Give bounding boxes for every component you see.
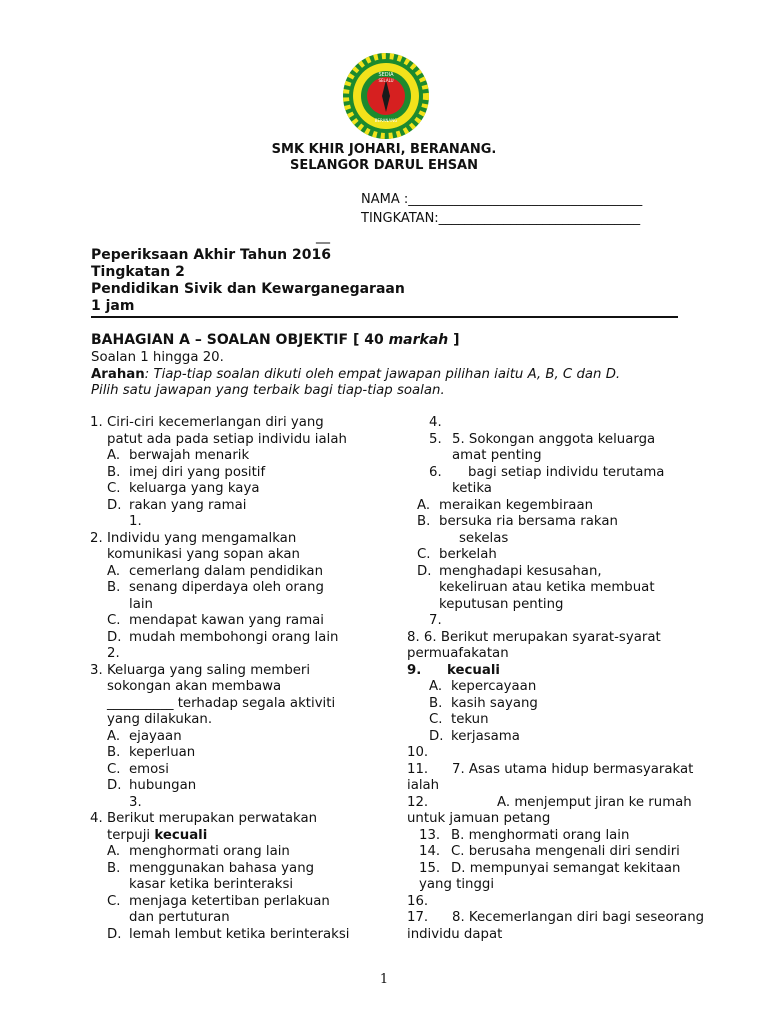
question-line: amat penting <box>452 448 542 463</box>
answer-option-cont: lain <box>129 596 153 612</box>
answer-option: 13. B. menghormati orang lain <box>419 827 630 843</box>
exam-title: Peperiksaan Akhir Tahun 2016 <box>91 247 331 263</box>
list-number: 1. <box>129 514 142 529</box>
list-number: 10. <box>407 745 429 760</box>
question-line: ialah <box>407 778 440 793</box>
logo-text-mid: SELALU <box>378 78 394 83</box>
question-line: komunikasi yang sopan akan <box>107 547 300 562</box>
answer-option: D. rakan yang ramai <box>107 497 247 513</box>
school-logo <box>342 52 430 140</box>
question-line: terpuji kecuali <box>107 827 208 843</box>
section-instruction: Arahan: Tiap-tiap soalan dikuti oleh empat jawapan pilihan iaitu A, B, C dan D. <box>91 367 621 382</box>
answer-option: A. meraikan kegembiraan <box>417 497 594 513</box>
answer-option: 12. A. menjemput jiran ke rumah <box>407 794 692 810</box>
question-line: 8. 6. Berikut merupakan syarat-syarat <box>407 629 661 645</box>
list-number: 7. <box>429 613 442 628</box>
list-number: 2. <box>107 646 120 661</box>
page-number: 1 <box>379 972 389 987</box>
question-line: 9. kecuali <box>407 662 500 678</box>
answer-option: C. keluarga yang kaya <box>107 481 260 496</box>
answer-option: D. lemah lembut ketika berinteraksi <box>107 926 350 942</box>
answer-option: C. emosi <box>107 761 169 777</box>
answer-option: A. menghormati orang lain <box>107 844 290 859</box>
answer-option: C. tekun <box>429 712 489 727</box>
answer-option: D. hubungan <box>107 778 197 793</box>
question-line: 6. bagi setiap individu terutama <box>429 464 665 480</box>
list-number: 4. <box>429 415 442 430</box>
answer-option: B. kasih sayang <box>429 695 538 711</box>
answer-option: B. keperluan <box>107 745 196 760</box>
answer-option-cont: kekeliruan atau ketika membuat <box>439 580 655 595</box>
answer-option: C. mendapat kawan yang ramai <box>107 613 324 628</box>
question-line: yang dilakukan. <box>107 712 213 727</box>
logo-text-top: SEDIA <box>378 72 394 78</box>
list-number: 16. <box>407 893 429 909</box>
school-name: SMK KHIR JOHARI, BERANANG. <box>271 142 497 157</box>
answer-option: B. bersuka ria bersama rakan <box>417 514 618 529</box>
answer-option-cont: yang tinggi <box>419 877 495 892</box>
left-column <box>90 415 349 943</box>
answer-option: B. menggunakan bahasa yang <box>107 860 315 876</box>
answer-option: C. menjaga ketertiban perlakuan <box>107 893 330 909</box>
answer-option-cont: sekelas <box>459 530 509 546</box>
answer-option-cont: dan pertuturan <box>129 910 230 925</box>
section-instruction-2: Pilih satu jawapan yang terbaik bagi tiap-tiap soalan. <box>91 383 445 398</box>
question-line: permuafakatan <box>407 646 509 661</box>
answer-option-cont: untuk jamuan petang <box>407 811 551 826</box>
question-line: 1. Ciri-ciri kecemerlangan diri yang <box>90 415 324 430</box>
question-line: 5. 5. Sokongan anggota keluarga <box>429 431 656 447</box>
question-line: patut ada pada setiap individu ialah <box>107 431 347 447</box>
question-line: sokongan akan membawa <box>107 679 282 694</box>
answer-option: D. kerjasama <box>429 728 520 744</box>
answer-option: A. berwajah menarik <box>107 448 250 463</box>
question-line: 4. Berikut merupakan perwatakan <box>90 811 318 826</box>
exam-duration: 1 jam <box>91 298 135 314</box>
answer-option: D. menghadapi kesusahan, <box>417 563 602 579</box>
question-line: 3. Keluarga yang saling memberi <box>90 662 311 678</box>
answer-option-cont: keputusan penting <box>439 596 564 612</box>
question-line: 11. 7. Asas utama hidup bermasyarakat <box>407 761 694 777</box>
answer-option: A. kepercayaan <box>429 679 537 694</box>
exam-subject: Pendidikan Sivik dan Kewarganegaraan <box>91 281 405 297</box>
answer-option: B. senang diperdaya oleh orang <box>107 580 324 595</box>
title-dash: __ <box>316 228 330 244</box>
question-line: 17. 8. Kecemerlangan diri bagi seseorang <box>407 910 705 925</box>
header-divider <box>91 316 678 318</box>
answer-option: C. berkelah <box>417 547 497 562</box>
answer-option: D. mudah membohongi orang lain <box>107 629 339 645</box>
question-line: ketika <box>452 481 492 496</box>
exam-level: Tingkatan 2 <box>91 264 185 280</box>
answer-option: 15. D. mempunyai semangat kekitaan <box>419 860 681 876</box>
section-range: Soalan 1 hingga 20. <box>91 350 224 365</box>
answer-option: 14. C. berusaha mengenali diri sendiri <box>419 844 680 859</box>
name-field[interactable]: NAMA :____________________________________ <box>361 192 643 207</box>
right-column <box>407 415 704 943</box>
answer-option: A. cemerlang dalam pendidikan <box>107 563 323 579</box>
class-field[interactable]: TINGKATAN:_______________________________ <box>361 211 641 226</box>
list-number: 3. <box>129 794 142 810</box>
question-line: 2. Individu yang mengamalkan <box>90 530 297 546</box>
question-line: individu dapat <box>407 926 503 942</box>
answer-option: A. ejayaan <box>107 728 182 744</box>
question-line: __________ terhadap segala aktiviti <box>107 695 336 711</box>
section-title: BAHAGIAN A – SOALAN OBJEKTIF [ 40 markah ] <box>91 332 460 348</box>
answer-option: B. imej diri yang positif <box>107 464 266 480</box>
logo-text-bottom: BERANANG <box>374 118 398 123</box>
school-state: SELANGOR DARUL EHSAN <box>289 158 479 173</box>
answer-option-cont: kasar ketika berinteraksi <box>129 877 294 892</box>
